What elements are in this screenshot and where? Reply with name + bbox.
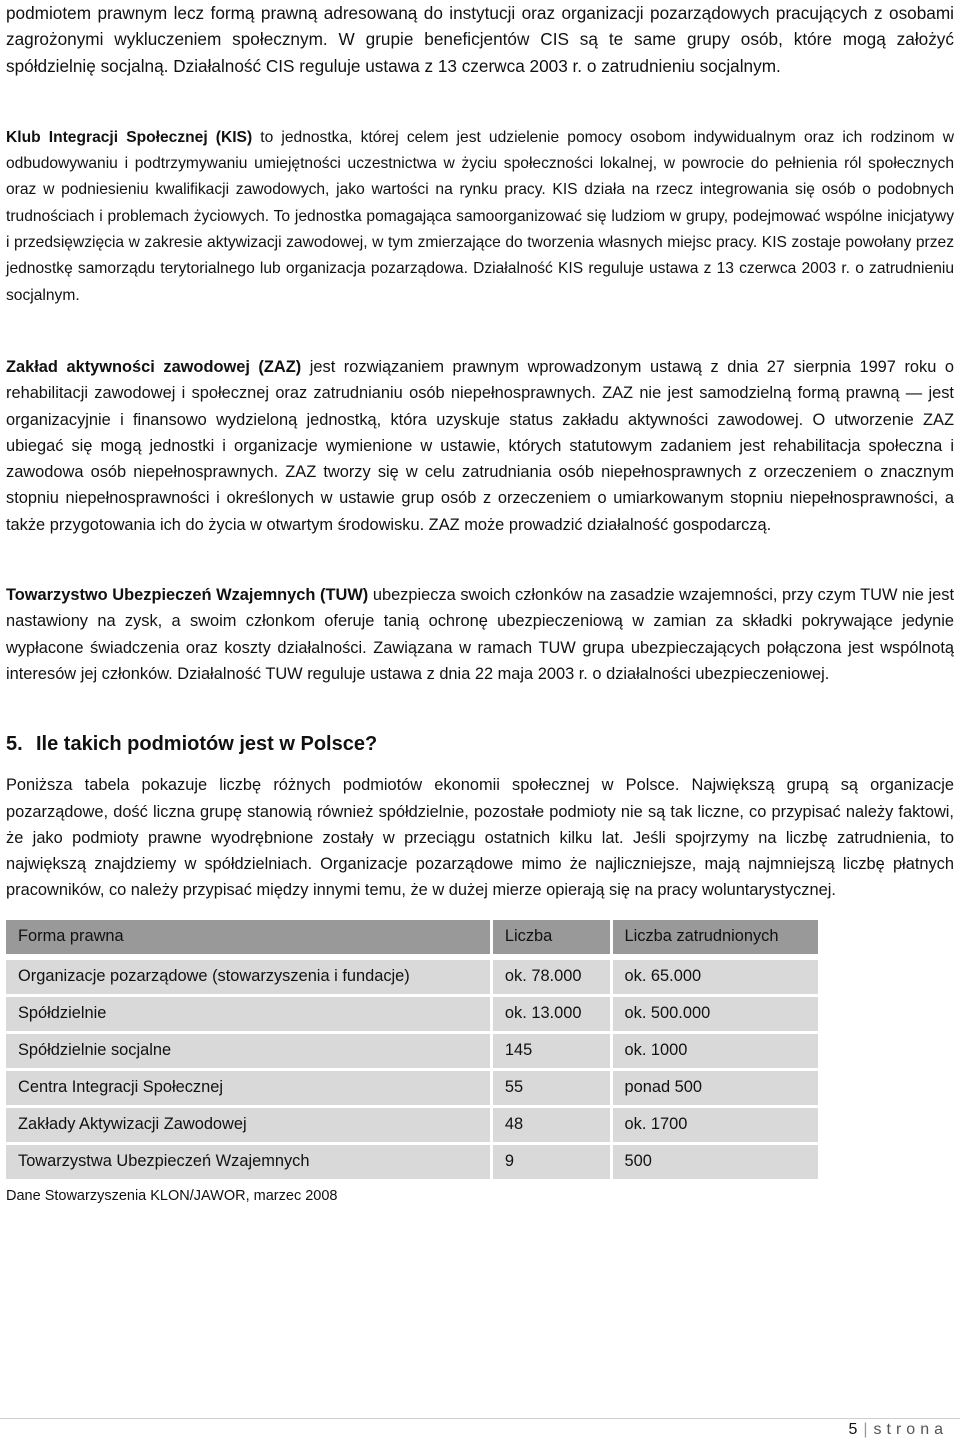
cell-zatrudnieni: ok. 1700 — [613, 1108, 818, 1145]
footer-separator: | — [863, 1421, 868, 1438]
cell-zatrudnieni: 500 — [613, 1145, 818, 1182]
tuw-paragraph — [6, 582, 954, 687]
cell-liczba: 9 — [493, 1145, 613, 1182]
cell-zatrudnieni: ok. 500.000 — [613, 997, 818, 1034]
table-row — [6, 1034, 818, 1071]
header-liczba-zatrudnionych: Liczba zatrudnionych — [613, 920, 818, 954]
cell-forma: Spółdzielnie socjalne — [6, 1034, 493, 1071]
cell-forma: Zakłady Aktywizacji Zawodowej — [6, 1108, 493, 1145]
table-row — [6, 960, 818, 997]
cell-zatrudnieni: ok. 65.000 — [613, 960, 818, 997]
table-row — [6, 1071, 818, 1108]
cell-liczba: ok. 13.000 — [493, 997, 613, 1034]
intro-paragraph: podmiotem prawnym lecz formą prawną adresowaną do instytucji oraz organizacji pozarządowych pracujących z osobami zagrożonymi wykluczeniem społecznym. W grupie beneficjentów CIS są te same grupy osób, które mogą założyć spółdzielnię socjalną. Działalność CIS reguluje ustawa z 13 czerwca 2003 r. o zatrudnieniu socjalnym. — [6, 3, 954, 76]
header-liczba: Liczba — [493, 920, 613, 954]
page-footer — [848, 1421, 948, 1439]
cell-forma: Organizacje pozarządowe (stowarzyszenia i fundacje) — [6, 960, 493, 997]
section-heading — [6, 730, 954, 758]
page-label: strona — [873, 1421, 948, 1438]
cell-liczba: ok. 78.000 — [493, 960, 613, 997]
document-page — [6, 0, 954, 1204]
cell-forma: Centra Integracji Społecznej — [6, 1071, 493, 1108]
table-row — [6, 1108, 818, 1145]
cell-liczba: 48 — [493, 1108, 613, 1145]
cell-zatrudnieni: ok. 1000 — [613, 1034, 818, 1071]
table-source-note: Dane Stowarzyszenia KLON/JAWOR, marzec 2008 — [6, 1187, 338, 1204]
tuw-text: ubezpiecza swoich członków na zasadzie wzajemności, przy czym TUW nie jest nastawiony na zysk, a swoim członkom oferuje tanią ochronę ubezpieczeniową w zamian za składki pokrywające jedynie wypłacone świadczenia oraz koszty działalności. Zawiązana w ramach TUW grupa ubezpieczających połączona jest wspólnotą interesów jej członków. Działalność TUW reguluje ustawa z dnia 22 maja 2003 r. o działalności ubezpieczeniowej. — [6, 586, 954, 683]
zaz-term: Zakład aktywności zawodowej (ZAZ) — [6, 357, 302, 376]
section-paragraph: Poniższa tabela pokazuje liczbę różnych podmiotów ekonomii społecznej w Polsce. Największą grupą są organizacje pozarządowe, dość liczna grupę stanowią również spółdzielnie, pozostałe podmioty nie są tak liczne, co przypisać należy faktowi, że jako podmioty prawne wyodrębnione zostały w przeciągu ostatnich kilku lat. Jeśli spojrzymy na liczbę zatrudnienia, to największą znajdziemy w spółdzielniach. Organizacje pozarządowe mimo że najliczniejsze, mają najmniejszą liczbę płatnych pracowników, co należy przypisać między innymi temu, że w dużej mierze opierają się na pracy woluntarystycznej. — [6, 776, 954, 900]
cell-forma: Towarzystwa Ubezpieczeń Wzajemnych — [6, 1145, 493, 1182]
section-number: 5. — [6, 733, 23, 756]
section-title: Ile takich podmiotów jest w Polsce? — [36, 733, 378, 756]
cell-zatrudnieni: ponad 500 — [613, 1071, 818, 1108]
kis-text: to jednostka, której celem jest udzielenie pomocy osobom indywidualnym oraz ich rodzinom w odbudowywaniu i podtrzymywaniu umiejętności uczestnictwa w życiu społeczności lokalnej, w powrocie do pełnienia ról społecznych oraz w podniesieniu kwalifikacji zawodowych, jako wartości na rynku pracy. KIS działa na rzecz integrowania się osób o podobnych trudnościach i problemach życiowych. To jednostka pomagająca samoorganizować się ludziom w grupy, podejmować wspólne inicjatywy i przedsięwzięcia w zakresie aktywizacji zawodowej, w tym zmierzające do tworzenia własnych miejsc pracy. KIS zostaje powołany przez jednostkę samorządu terytorialnego lub organizacja pozarządowa. Działalność KIS reguluje ustawa z 13 czerwca 2003 r. o zatrudnieniu socjalnym. — [6, 128, 954, 304]
tuw-term: Towarzystwo Ubezpieczeń Wzajemnych (TUW) — [6, 586, 369, 605]
footer-divider — [0, 1418, 960, 1419]
cell-liczba: 55 — [493, 1071, 613, 1108]
zaz-text: jest rozwiązaniem prawnym wprowadzonym ustawą z dnia 27 sierpnia 1997 roku o rehabilitacji zawodowej i społecznej oraz zatrudnianiu osób niepełnosprawnych. ZAZ nie jest samodzielną formą prawną — jest organizacyjnie i finansowo wydzieloną jednostką, która uzyskuje status zakładu aktywności zawodowej. O utworzenie ZAZ ubiegać się mogą jednostki i organizacje wymienione w ustawie, których statutowym zadaniem jest rehabilitacja społeczna i zawodowa osób niepełnosprawnych. ZAZ tworzy się w celu zatrudniania osób niepełnosprawnych z orzeczeniem o znacznym stopniu niepełnosprawności i określonych w ustawie grup osób z orzeczeniem o umiarkowanym stopniu niepełnosprawności, a także przygotowania ich do życia w otwartym środowisku. ZAZ może prowadzić działalność gospodarczą. — [6, 357, 954, 534]
table-header-row — [6, 920, 818, 954]
page-number: 5 — [848, 1421, 858, 1438]
zaz-paragraph — [6, 354, 954, 538]
kis-term: Klub Integracji Społecznej (KIS) — [6, 128, 253, 146]
header-forma-prawna: Forma prawna — [6, 920, 493, 954]
cell-forma: Spółdzielnie — [6, 997, 493, 1034]
kis-paragraph — [6, 125, 954, 309]
cell-liczba: 145 — [493, 1034, 613, 1071]
table-row — [6, 1145, 818, 1182]
table-row — [6, 997, 818, 1034]
entities-table — [6, 920, 818, 1182]
